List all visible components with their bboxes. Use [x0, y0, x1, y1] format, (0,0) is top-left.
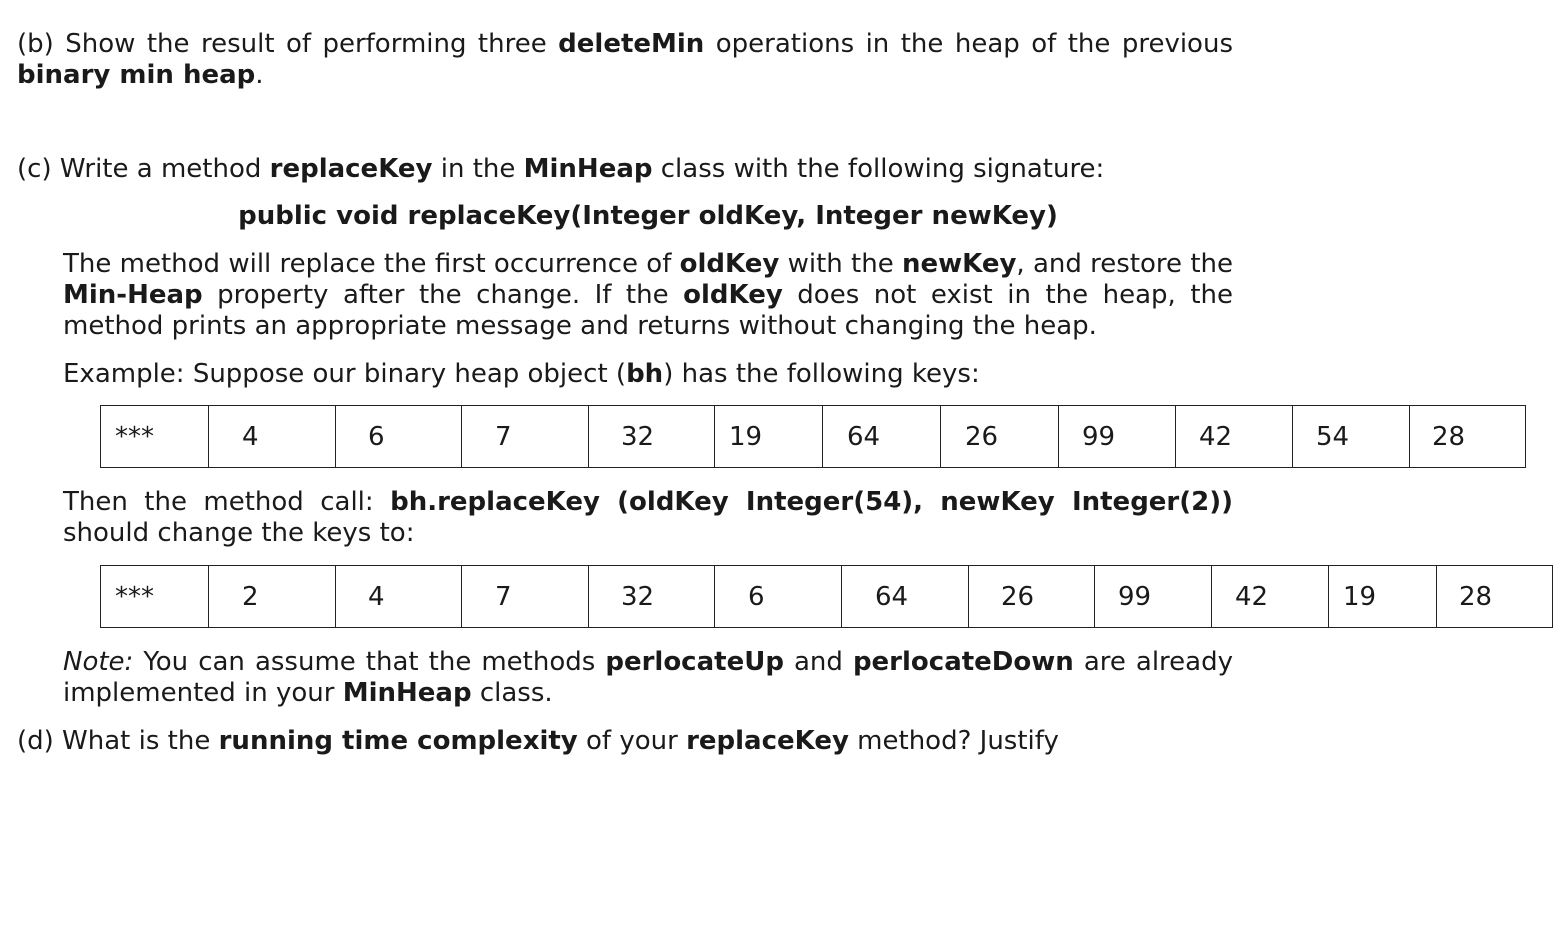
deletemin-term: deleteMin: [558, 29, 705, 59]
part-c-question: (c) Write a method replaceKey in the MinHeap class with the following signature:: [17, 154, 1105, 184]
table-cell: 19: [1329, 566, 1437, 628]
method-description: The method will replace the first occurrence of oldKey with the newKey, and restore the Min-Heap property after the change. If the oldKey does not exist in the heap, the method prints an appropriate message and returns without changing the heap.: [63, 249, 1233, 341]
example-text: Example: Suppose our binary heap object (bh) has the following keys:: [63, 359, 980, 389]
table-cell: 99: [1059, 406, 1176, 468]
method-call-code: bh.replaceKey (oldKey Integer(54), newKey Integer(2)): [390, 487, 1233, 517]
heap-keys-after-table: [100, 565, 1553, 628]
table-cell: 7: [462, 406, 589, 468]
table-cell: 54: [1293, 406, 1410, 468]
table-cell: 64: [823, 406, 941, 468]
table-cell: 32: [589, 406, 715, 468]
table-row: [101, 566, 1553, 628]
table-cell: 42: [1176, 406, 1293, 468]
table-row: [101, 406, 1526, 468]
table-cell: 7: [462, 566, 589, 628]
table-cell: 28: [1410, 406, 1526, 468]
table-cell: 26: [969, 566, 1095, 628]
table-cell: 26: [941, 406, 1059, 468]
table-cell: 64: [842, 566, 969, 628]
table-cell: ***: [101, 566, 209, 628]
table-cell: 6: [336, 406, 462, 468]
part-b-question: (b) Show the result of performing three deleteMin operations in the heap of the previous: [17, 29, 1233, 59]
table-cell: ***: [101, 406, 209, 468]
minheap-term: MinHeap: [523, 154, 653, 184]
table-cell: 42: [1212, 566, 1329, 628]
part-b-question-line2: binary min heap.: [17, 60, 264, 90]
table-cell: 99: [1095, 566, 1212, 628]
part-d-question: (d) What is the running time complexity of your replaceKey method? Justify: [17, 726, 1059, 756]
table-cell: 6: [715, 566, 842, 628]
table-cell: 32: [589, 566, 715, 628]
table-cell: 19: [715, 406, 823, 468]
note-text: Note: You can assume that the methods perlocateUp and perlocateDown are already implemented in your MinHeap class.: [63, 647, 1233, 708]
method-signature: public void replaceKey(Integer oldKey, Integer newKey): [238, 201, 1058, 231]
replacekey-term: replaceKey: [269, 154, 433, 184]
table-cell: 4: [209, 406, 336, 468]
binary-min-heap-term: binary min heap: [17, 60, 256, 90]
note-label: Note:: [63, 647, 134, 677]
heap-keys-before-table: [100, 405, 1526, 468]
table-cell: 4: [336, 566, 462, 628]
table-cell: 2: [209, 566, 336, 628]
table-cell: 28: [1437, 566, 1553, 628]
method-call-text-line2: should change the keys to:: [63, 518, 415, 548]
method-call-text: Then the method call: bh.replaceKey (oldKey Integer(54), newKey Integer(2)): [63, 487, 1233, 517]
